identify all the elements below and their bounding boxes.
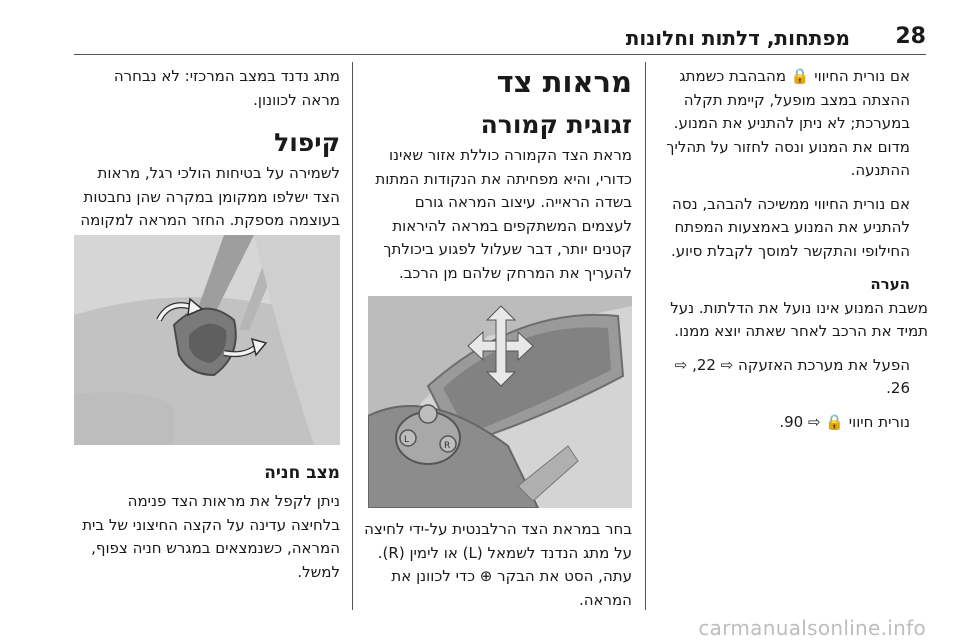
running-header-title: מפתחות, דלתות וחלונות (625, 26, 850, 50)
note-heading: הערה (870, 275, 910, 293)
section-heading-side-mirrors: מראות צד (496, 65, 632, 99)
column-divider (645, 62, 646, 610)
svg-text:R: R (444, 441, 451, 451)
column-divider (352, 62, 353, 610)
cross-reference: הפעל את מערכת האזעקה ⇨ 22, ⇨ 26. (674, 355, 910, 397)
subsection-heading-folding: קיפול (274, 128, 340, 157)
svg-text:L: L (404, 435, 410, 445)
subsection-heading-convex: זגוגית קמורה (480, 110, 632, 139)
note-text: משבת המנוע אינו נועל את הדלתות. נעל תמיד את הרכב לאחר שאתה יוצא ממנו. (670, 298, 928, 340)
column-right (655, 65, 928, 434)
page-number: 28 (895, 24, 926, 49)
figure-caption (362, 518, 632, 612)
cross-reference: נורית חיווי 🔒 ⇨ 90. (779, 412, 910, 431)
mirror-folding-illustration (74, 235, 340, 445)
paragraph: אם נורית החיווי ממשיכה להבהב, נסה להתניע את המנוע באמצעות המפתח החילופי והתקשר למוסך לקבלת סיוע. (671, 194, 910, 260)
column-middle (362, 64, 632, 333)
mirror-control-illustration (368, 296, 632, 508)
paragraph: מתג נדנד במצב המרכזי: לא נבחרה מראה לכוונון. (113, 67, 340, 109)
paragraph: ניתן לקפל את מראות הצד פנימה בלחיצה עדינה על הקצה החיצוני של בית המראה, כשנמצאים במגרש חניה צפוף, למשל. (82, 492, 340, 581)
watermark: carmanualsonline.info (698, 616, 926, 640)
paragraph: בחר במראת הצד הרלבנטית על-ידי לחיצה על מתג הנדנד לשמאל (L) או לימין (R). עתה, הסט את הבקר ⊕ כדי לכוונן את המראה. (364, 520, 632, 609)
header-rule (74, 54, 926, 55)
paragraph: לשמירה על בטיחות הולכי רגל, מראות הצד ישלפו ממקומן במקרה שהן נחבטות בעוצמה מספקת. החזר המראה למקומה (80, 164, 340, 229)
paragraph: מראת הצד הקמורה כוללת אזור שאינו כדורי, והיא מפחיתה את הנקודות המתות בשדה הראייה. עיצוב המראה גורם לעצמים המשתקפים במראה להיראות קטנים יותר, דבר שעלול לפגוע ביכולתך להעריך את המרחק שלהם מן הרכב. (375, 146, 632, 282)
subsection-heading-parking: מצב חניה (264, 463, 340, 483)
controller-icon (419, 405, 437, 423)
parking-section (74, 460, 340, 584)
paragraph: אם נורית החיווי 🔒 מהבהבת כשמתג ההצתה במצב מופעל, קיימת תקלה במערכת; לא ניתן להתניע את המנוע. מדום את המנוע ונסה לחזור על תהליך ההתנעה. (666, 67, 910, 179)
